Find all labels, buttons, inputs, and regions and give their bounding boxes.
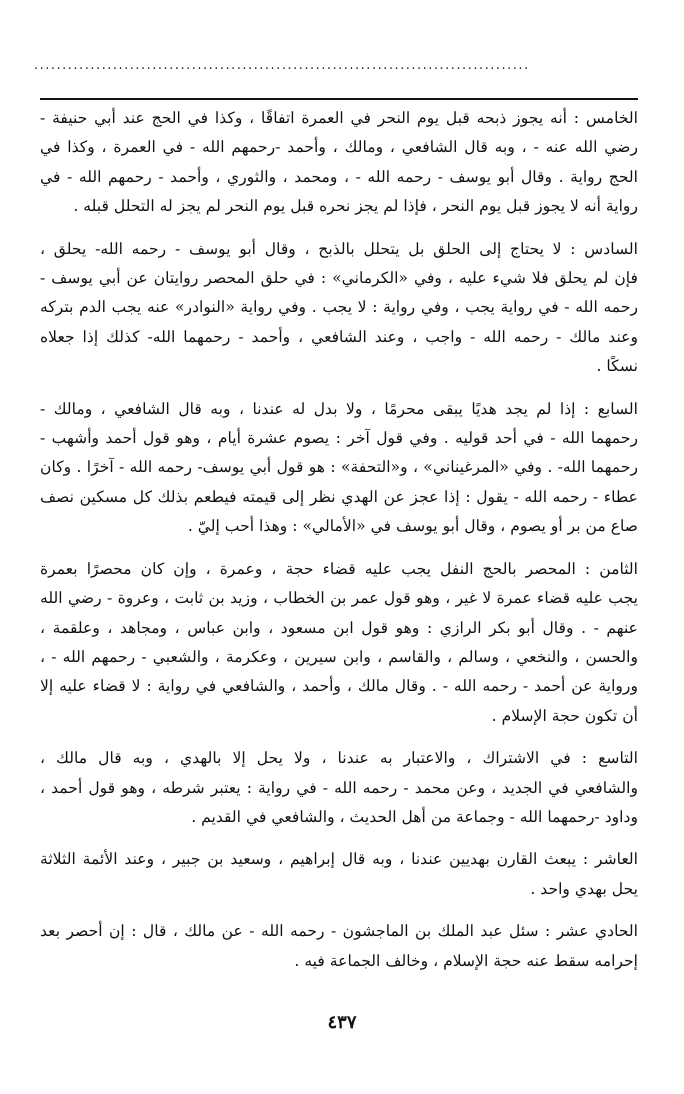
text-line: التاسع : في الاشتراك ، والاعتبار به عندنا ، ولا يحل إلا بالهدي ، وبه قال مالك ،: [40, 749, 638, 768]
paragraph-sixth: [40, 235, 638, 382]
text-line: السابع : إذا لم يجد هديًا يبقى محرمًا ، ولا بدل له عندنا ، وبه قال الشافعي ، ومالك -: [40, 399, 638, 418]
text-line: الخامس : أنه يجوز ذبحه قبل يوم النحر في العمرة اتفاقًا ، وكذا في الحج عند أبي حنيفة -: [40, 109, 638, 127]
text-line: والحسن ، والنخعي ، وسالم ، والقاسم ، وابن سيرين ، وعكرمة ، والشعبي - رحمهم الله - ،: [40, 647, 638, 666]
page-body: [40, 104, 638, 989]
text-line: الحج رواية . وقال أبو يوسف - رحمه الله - ، ومحمد ، والثوري ، وأحمد - رحمهم الله - في: [40, 167, 638, 186]
paragraph-eighth: [40, 555, 638, 731]
text-line: رحمهما الله- . وفي «المرغيناني» ، و«التحفة» : هو قول أبي يوسف- رحمه الله - آخرًا . وكان: [40, 458, 638, 477]
paragraph-eleventh: [40, 917, 638, 976]
text-line: والشافعي في الجديد ، وعن محمد - رحمه الله - في رواية : يعتبر شرطه ، وهو قول أحمد ،: [40, 778, 638, 797]
text-line: عطاء - رحمه الله - يقول : إذا عجز عن الهدي نظر إلى قيمته فيطعم بذلك كل مسكين نصف: [40, 487, 638, 506]
text-line: رحمه الله - في رواية يجب ، وفي رواية : لا يجب . وفي رواية «النوادر» عنه يجب الدم بتركه: [40, 298, 638, 317]
text-line: إحرامه سقط عنه حجة الإسلام ، وخالف الجماعة فيه .: [294, 951, 638, 970]
text-line: ورواية عن أحمد - رحمه الله - . وقال مالك ، وأحمد ، والشافعي في رواية : لا قضاء عليه إلا: [40, 677, 638, 696]
text-line: السادس : لا يحتاج إلى الحلق بل يتحلل بالذبح ، وقال أبو يوسف - رحمه الله- يحلق ،: [40, 239, 638, 258]
text-line: رواية أنه لا يجوز قبل يوم النحر ، فإذا لم يجز نحره قبل يوم النحر لم يجز له التحلل قبله .: [73, 197, 638, 216]
paragraph-ninth: [40, 744, 638, 832]
text-line: وداود -رحمهما الله - وجماعة من أهل الحديث ، والشافعي في القديم .: [191, 807, 638, 826]
paragraph-tenth: [40, 845, 638, 904]
text-line: فإن لم يحلق فلا شيء عليه ، وفي «الكرماني» : في حلق المحصر روايتان عن أبي يوسف -: [40, 269, 638, 288]
text-line: الحادي عشر : سئل عبد الملك بن الماجشون - رحمه الله - عن مالك ، قال : إن أحصر بعد: [40, 922, 638, 941]
text-line: وعند مالك - رحمه الله - واجب ، وعند الشافعي ، وأحمد - رحمهما الله- كذلك إذا جعلاه: [40, 327, 638, 346]
text-line: يجب عليه قضاء عمرة لا غير ، وهو قول عمر بن الخطاب ، وزيد بن ثابت ، وعروة - رضي الله: [40, 589, 638, 608]
running-header-dots: ........................................................................................: [34, 58, 530, 73]
text-line: يحل بهدي واحد .: [530, 879, 638, 898]
header-rule: [40, 98, 638, 100]
text-line: رحمهما الله - في أحد قوليه . وفي قول آخر : يصوم عشرة أيام ، وهو قول أحمد وأشهب -: [40, 429, 638, 448]
text-line: عنهم - . وقال أبو بكر الرازي : وهو قول ابن مسعود ، وابن عباس ، ومجاهد ، وعلقمة ،: [40, 618, 638, 637]
text-line: العاشر : يبعث القارن بهديين عندنا ، وبه قال إبراهيم ، وسعيد بن جبير ، وعند الأئمة الثلاثة: [40, 850, 638, 869]
paragraph-fifth: [40, 104, 638, 222]
text-line: نسكًا .: [596, 357, 638, 376]
page-number: ٤٣٧: [327, 1012, 357, 1033]
paragraph-seventh: [40, 395, 638, 542]
text-line: أن تكون حجة الإسلام .: [491, 706, 638, 725]
text-line: صاع من بر أو يصوم ، وقال أبو يوسف في «الأمالي» : وهذا أحب إليّ .: [187, 517, 638, 536]
text-line: رضي الله عنه - ، وبه قال الشافعي ، ومالك ، وأحمد -رحمهم الله - في العمرة ، وكذا في: [40, 138, 638, 157]
text-line: الثامن : المحصر بالحج النفل يجب عليه قضاء حجة ، وعمرة ، وإن كان محصرًا بعمرة: [40, 559, 638, 578]
